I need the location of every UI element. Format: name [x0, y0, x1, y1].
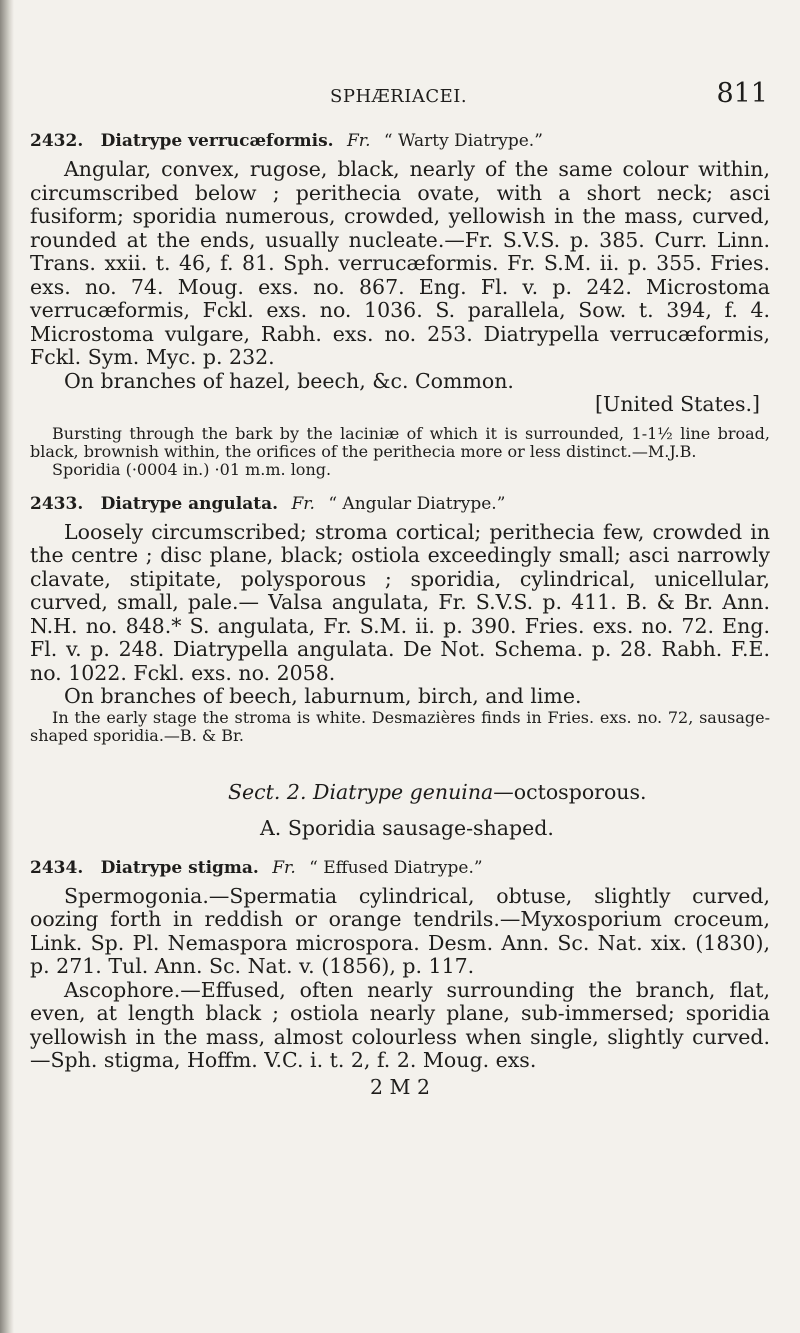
entry-2433-description: Loosely circumscribed; stroma cortical; perithecia few, crowded in the centre ; disc plane, black; ostiola exceedingly small; asci narrowly clavate, stipitate, polysporous ; sporidia, cylindrical, unicellular, curved, small, pale.— Valsa angulata, Fr. S.V.S. p. 411. B. & Br. Ann. N.H. no. 848.* S. angulata, Fr. S.M. ii. p. 390. Fries. exs. no. 72. Eng. Fl. v. p. 248. Diatrypella angulata. De Not. Schema. p. 28. Rabh. F.E. no. 1022. Fckl. exs. no. 2058. — [30, 519, 770, 685]
section-description: —octosporous. — [493, 779, 647, 804]
authority: Fr. — [291, 493, 315, 514]
book-page — [30, 0, 788, 1099]
subsection-letter: A. — [260, 815, 282, 840]
subsection-heading — [260, 815, 770, 841]
entry-number: 2434. — [30, 857, 84, 878]
entry-2432-note: Bursting through the bark by the laciniæ of which it is surrounded, 1-1½ line broad, black, brownish within, the orifices of the perithecia more or less distinct.—M.J.B. — [30, 423, 770, 461]
entry-2433-note: In the early stage the stroma is white. Desmazières finds in Fries. exs. no. 72, sausage-shaped sporidia.—B. & Br. — [30, 707, 770, 745]
entry-2434-spermogonia: Spermogonia.—Spermatia cylindrical, obtuse, slightly curved, oozing forth in reddish or orange tendrils.—Myxosporium croceum, Link. Sp. Pl. Nemaspora microspora. Desm. Ann. Sc. Nat. xix. (1830), p. 271. Tul. Ann. Sc. Nat. v. (1856), p. 117. — [30, 883, 770, 978]
entry-2434-ascophore: Ascophore.—Effused, often nearly surrounding the branch, flat, even, at length black ; ostiola nearly plane, sub-immersed; sporidia yellowish in the mass, almost colourless when single, slightly curved.—Sph. stigma, Hoffm. V.C. i. t. 2, f. 2. Moug. exs. — [30, 977, 770, 1072]
page-content — [30, 128, 770, 1099]
printer-signature: 2 M 2 — [369, 1074, 431, 1099]
book-spine-shadow — [0, 0, 14, 1333]
entry-2432-sporidia-note: Sporidia (·0004 in.) ·01 m.m. long. — [52, 459, 332, 479]
entry-2434-heading — [30, 855, 770, 881]
common-name: “ Warty Diatrype.” — [383, 131, 543, 151]
entry-2432-description: Angular, convex, rugose, black, nearly of the same colour within, circumscribed below ; perithecia ovate, with a short neck; asci fusiform; sporidia numerous, crowded, yellowish in the mass, curved, rounded at the ends, usually nucleate.—Fr. S.V.S. p. 385. Curr. Linn. Trans. xxii. t. 46, f. 81. Sph. verrucæformis. Fr. S.M. ii. p. 355. Fries. exs. no. 74. Moug. exs. no. 867. Eng. Fl. v. p. 242. Microstoma verrucæformis, Fckl. exs. no. 1036. S. parallela, Sow. t. 394, f. 4. Microstoma vulgare, Rabh. exs. no. 253. Diatrypella verrucæformis, Fckl. Sym. Myc. p. 232. — [30, 157, 770, 369]
common-name: “ Angular Diatrype.” — [328, 493, 506, 514]
species-name: Diatrype verrucæformis. — [100, 131, 334, 151]
authority: Fr. — [347, 131, 371, 151]
authority: Fr. — [272, 857, 296, 878]
entry-2433-heading — [30, 491, 770, 517]
species-name: Diatrype angulata. — [100, 493, 279, 514]
entry-2432-habitat: On branches of hazel, beech, &c. Common. — [64, 368, 514, 393]
entry-number: 2433. — [30, 493, 84, 514]
subsection-text: Sporidia sausage-shaped. — [287, 815, 554, 840]
entry-2433-habitat: On branches of beech, laburnum, birch, and lime. — [64, 684, 582, 708]
page-header — [30, 0, 788, 109]
section-label: Sect. 2. — [228, 779, 307, 804]
entry-number: 2432. — [30, 131, 84, 151]
entry-2432-region: [United States.] — [595, 392, 760, 416]
page-number: 811 — [716, 78, 768, 109]
species-name: Diatrype stigma. — [100, 857, 259, 878]
common-name: “ Effused Diatrype.” — [309, 857, 483, 878]
entry-2432-heading — [30, 128, 770, 154]
section-heading — [228, 779, 770, 805]
running-title: SPHÆRIACEI. — [330, 86, 468, 107]
section-title: Diatrype genuina — [313, 779, 494, 804]
